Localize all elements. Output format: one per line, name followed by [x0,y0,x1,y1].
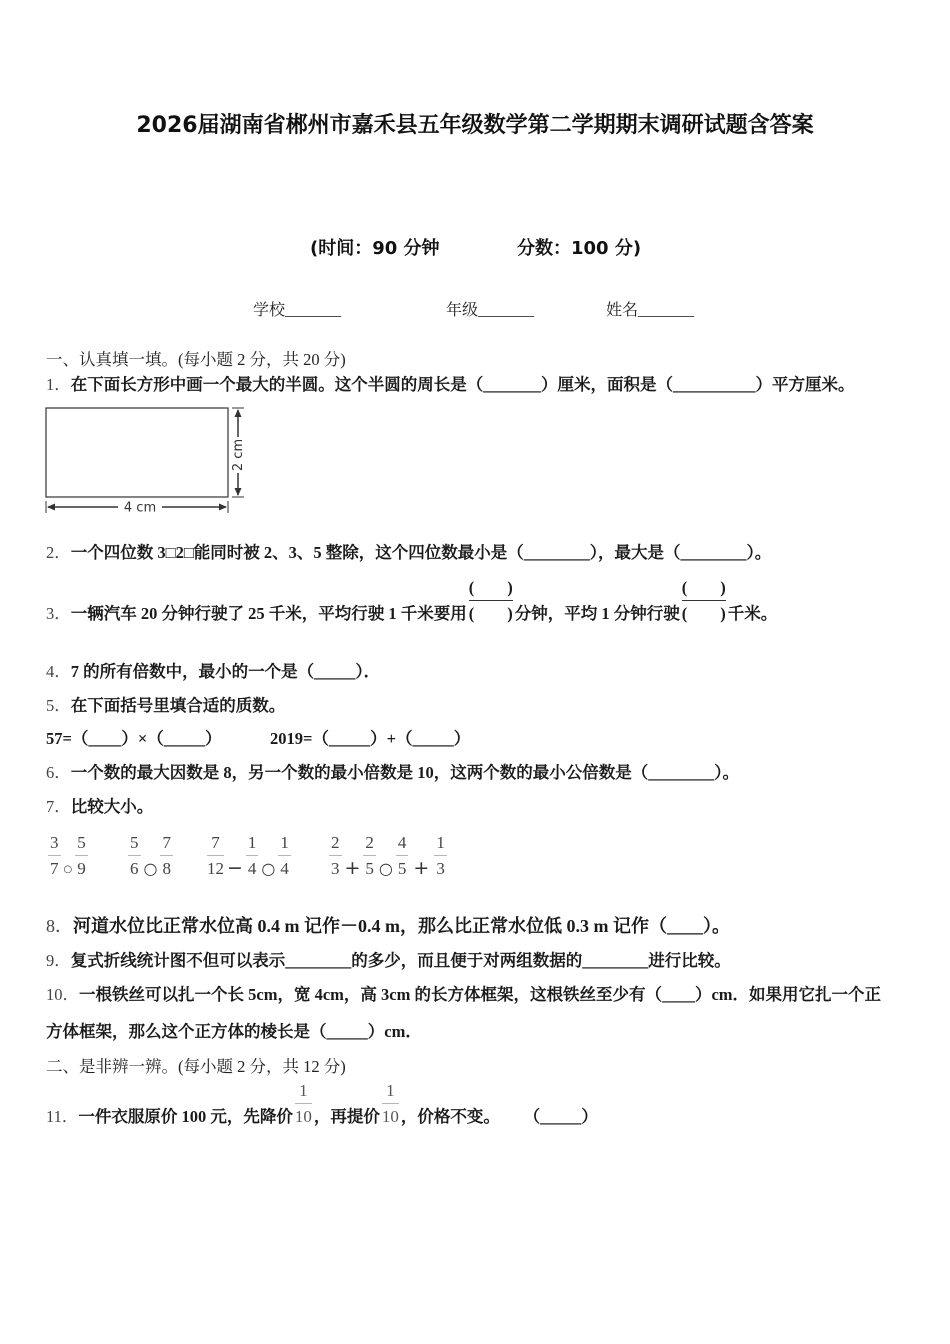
question-2 [46,541,771,565]
fraction [48,830,61,881]
numerator: ( ) [682,575,726,601]
question-text-after: ，价格不变。 [400,1107,500,1126]
compare-circle: ○ [261,859,276,878]
rectangle [46,408,228,497]
denominator: 7 [50,859,59,878]
fraction [128,830,141,881]
denominator: 6 [130,859,139,878]
denominator: 4 [280,859,289,878]
question-number: 4． [46,662,71,681]
fraction [75,830,88,881]
exam-time: (时间：90 分钟 [310,238,440,259]
denominator: 5 [397,859,407,878]
plus-sign: + [413,857,430,879]
numerator: 5 [75,830,88,856]
question-text: 一个四位数 3□2□能同时被 2、3、5 整除，这个四位数最小是（________），最大是（________）。 [70,543,772,562]
fraction [246,830,259,881]
question-number: 5． [46,696,71,715]
section-1-heading: 一、认真填一填。(每小题 2 分，共 20 分) [46,350,346,369]
numerator: 7 [160,830,173,856]
fraction-blank-minutes [469,575,513,626]
question-10 [46,983,881,1007]
fraction-one-tenth [295,1078,312,1129]
numerator: 7 [207,830,224,856]
compare-circle: ○ [143,859,158,878]
question-9 [46,949,731,973]
question-text-line-1: 一根铁丝可以扎一个长 5cm，宽 4cm，高 3cm 的长方体框架，这根铁丝至少有（____）cm．如果用它扎一个正 [79,985,882,1004]
prime-blank-57: 57=（____）×（_____） [46,729,222,748]
comparison-1 [47,830,89,882]
fraction [434,830,447,881]
numerator: 4 [396,830,409,856]
comparison-3 [206,830,292,881]
numerator: 1 [295,1078,312,1104]
question-text-middle: 分钟，平均 1 分钟行驶 [514,604,680,623]
numerator: 5 [128,830,141,856]
question-text: 在下面长方形中画一个最大的半圆。这个半圆的周长是（_______）厘米，面积是（__________）平方厘米。 [70,375,855,394]
document-title: 2026届湖南省郴州市嘉禾县五年级数学第二学期期末调研试题含答案 [136,113,814,138]
question-number: 10． [46,985,79,1004]
numerator: 1 [246,830,259,856]
exam-score: 分数：100 分) [517,238,642,259]
denominator: 3 [331,859,340,878]
minus-sign: − [227,857,243,879]
denominator: 8 [162,859,171,878]
prime-blank-2019: 2019=（_____）+（_____） [270,729,471,748]
numerator: ( ) [469,575,513,601]
denominator: 12 [207,859,224,878]
question-text-before: 一辆汽车 20 分钟行驶了 25 千米，平均行驶 1 千米要用 [70,604,467,623]
compare-circle: ○ [378,859,393,878]
question-text: 河道水位比正常水位高 0.4 m 记作－0.4 m，那么比正常水位低 0.3 m 记作（____）。 [73,916,730,936]
denominator: 5 [365,859,374,878]
numerator: 2 [329,830,342,856]
question-number: 7． [46,797,71,816]
numerator: 1 [434,830,447,856]
question-number: 11． [46,1107,79,1126]
question-11 [46,1078,598,1129]
question-text: 比较大小。 [70,797,154,816]
question-1 [46,373,855,397]
question-text-after: 千米。 [727,604,778,623]
numerator: 1 [382,1078,399,1104]
denominator: 9 [77,859,86,878]
denominator: 10 [294,1107,312,1126]
question-text-middle: ，再提价 [313,1107,380,1126]
plus-sign: + [344,857,361,879]
section-2-heading: 二、是非辨一辨。(每小题 2 分，共 12 分) [46,1057,346,1076]
question-5 [46,694,285,718]
question-number: 6． [46,763,71,782]
question-text-before: 一件衣服原价 100 元，先降价 [78,1107,293,1126]
comparison-2 [127,830,174,881]
height-arrow-up [235,409,242,417]
fraction-blank-kilometers [682,575,726,626]
width-arrow-left [47,504,55,511]
fraction [278,830,291,881]
question-7 [46,795,153,819]
fraction [207,830,224,881]
denominator: 10 [381,1107,399,1126]
denominator: 3 [436,859,445,878]
fraction [329,830,342,881]
comparison-4 [328,830,448,881]
fraction [160,830,173,881]
compare-circle: ○ [63,864,73,875]
denominator: ( ) [468,604,513,623]
fraction [363,830,376,881]
question-text: 复式折线统计图不但可以表示________的多少，而且便于对两组数据的________进行比较。 [70,951,731,970]
question-number: 1． [46,375,71,394]
question-number: 2． [46,543,71,562]
grade-field: 年级_______ [446,302,535,319]
height-label: 2 cm [231,438,246,472]
question-text: 在下面括号里填合适的质数。 [70,696,286,715]
question-number: 9． [46,951,71,970]
question-8 [46,913,730,939]
question-text: 7 的所有倍数中，最小的一个是（_____）． [70,662,381,681]
fraction [396,830,409,881]
question-6 [46,761,739,785]
width-arrow-right [219,504,227,511]
question-4 [46,660,380,684]
width-label: 4 cm [123,500,157,515]
question-number: 3． [46,604,71,623]
denominator: 4 [247,859,257,878]
numerator: 2 [363,830,376,856]
answer-blank: （_____） [531,1107,598,1126]
fraction-one-tenth [382,1078,399,1129]
height-arrow-down [235,488,242,496]
question-3 [46,575,777,626]
rectangle-figure [40,400,255,515]
numerator: 3 [48,830,61,856]
denominator: ( ) [681,604,726,623]
question-text: 一个数的最大因数是 8，另一个数的最小倍数是 10，这两个数的最小公倍数是（________）。 [70,763,739,782]
question-number: 8． [46,916,73,936]
numerator: 1 [278,830,291,856]
question-10-line-2: 方体框架，那么这个正方体的棱长是（_____）cm． [46,1022,422,1041]
school-field: 学校_______ [253,302,342,319]
name-field: 姓名_______ [606,302,695,319]
